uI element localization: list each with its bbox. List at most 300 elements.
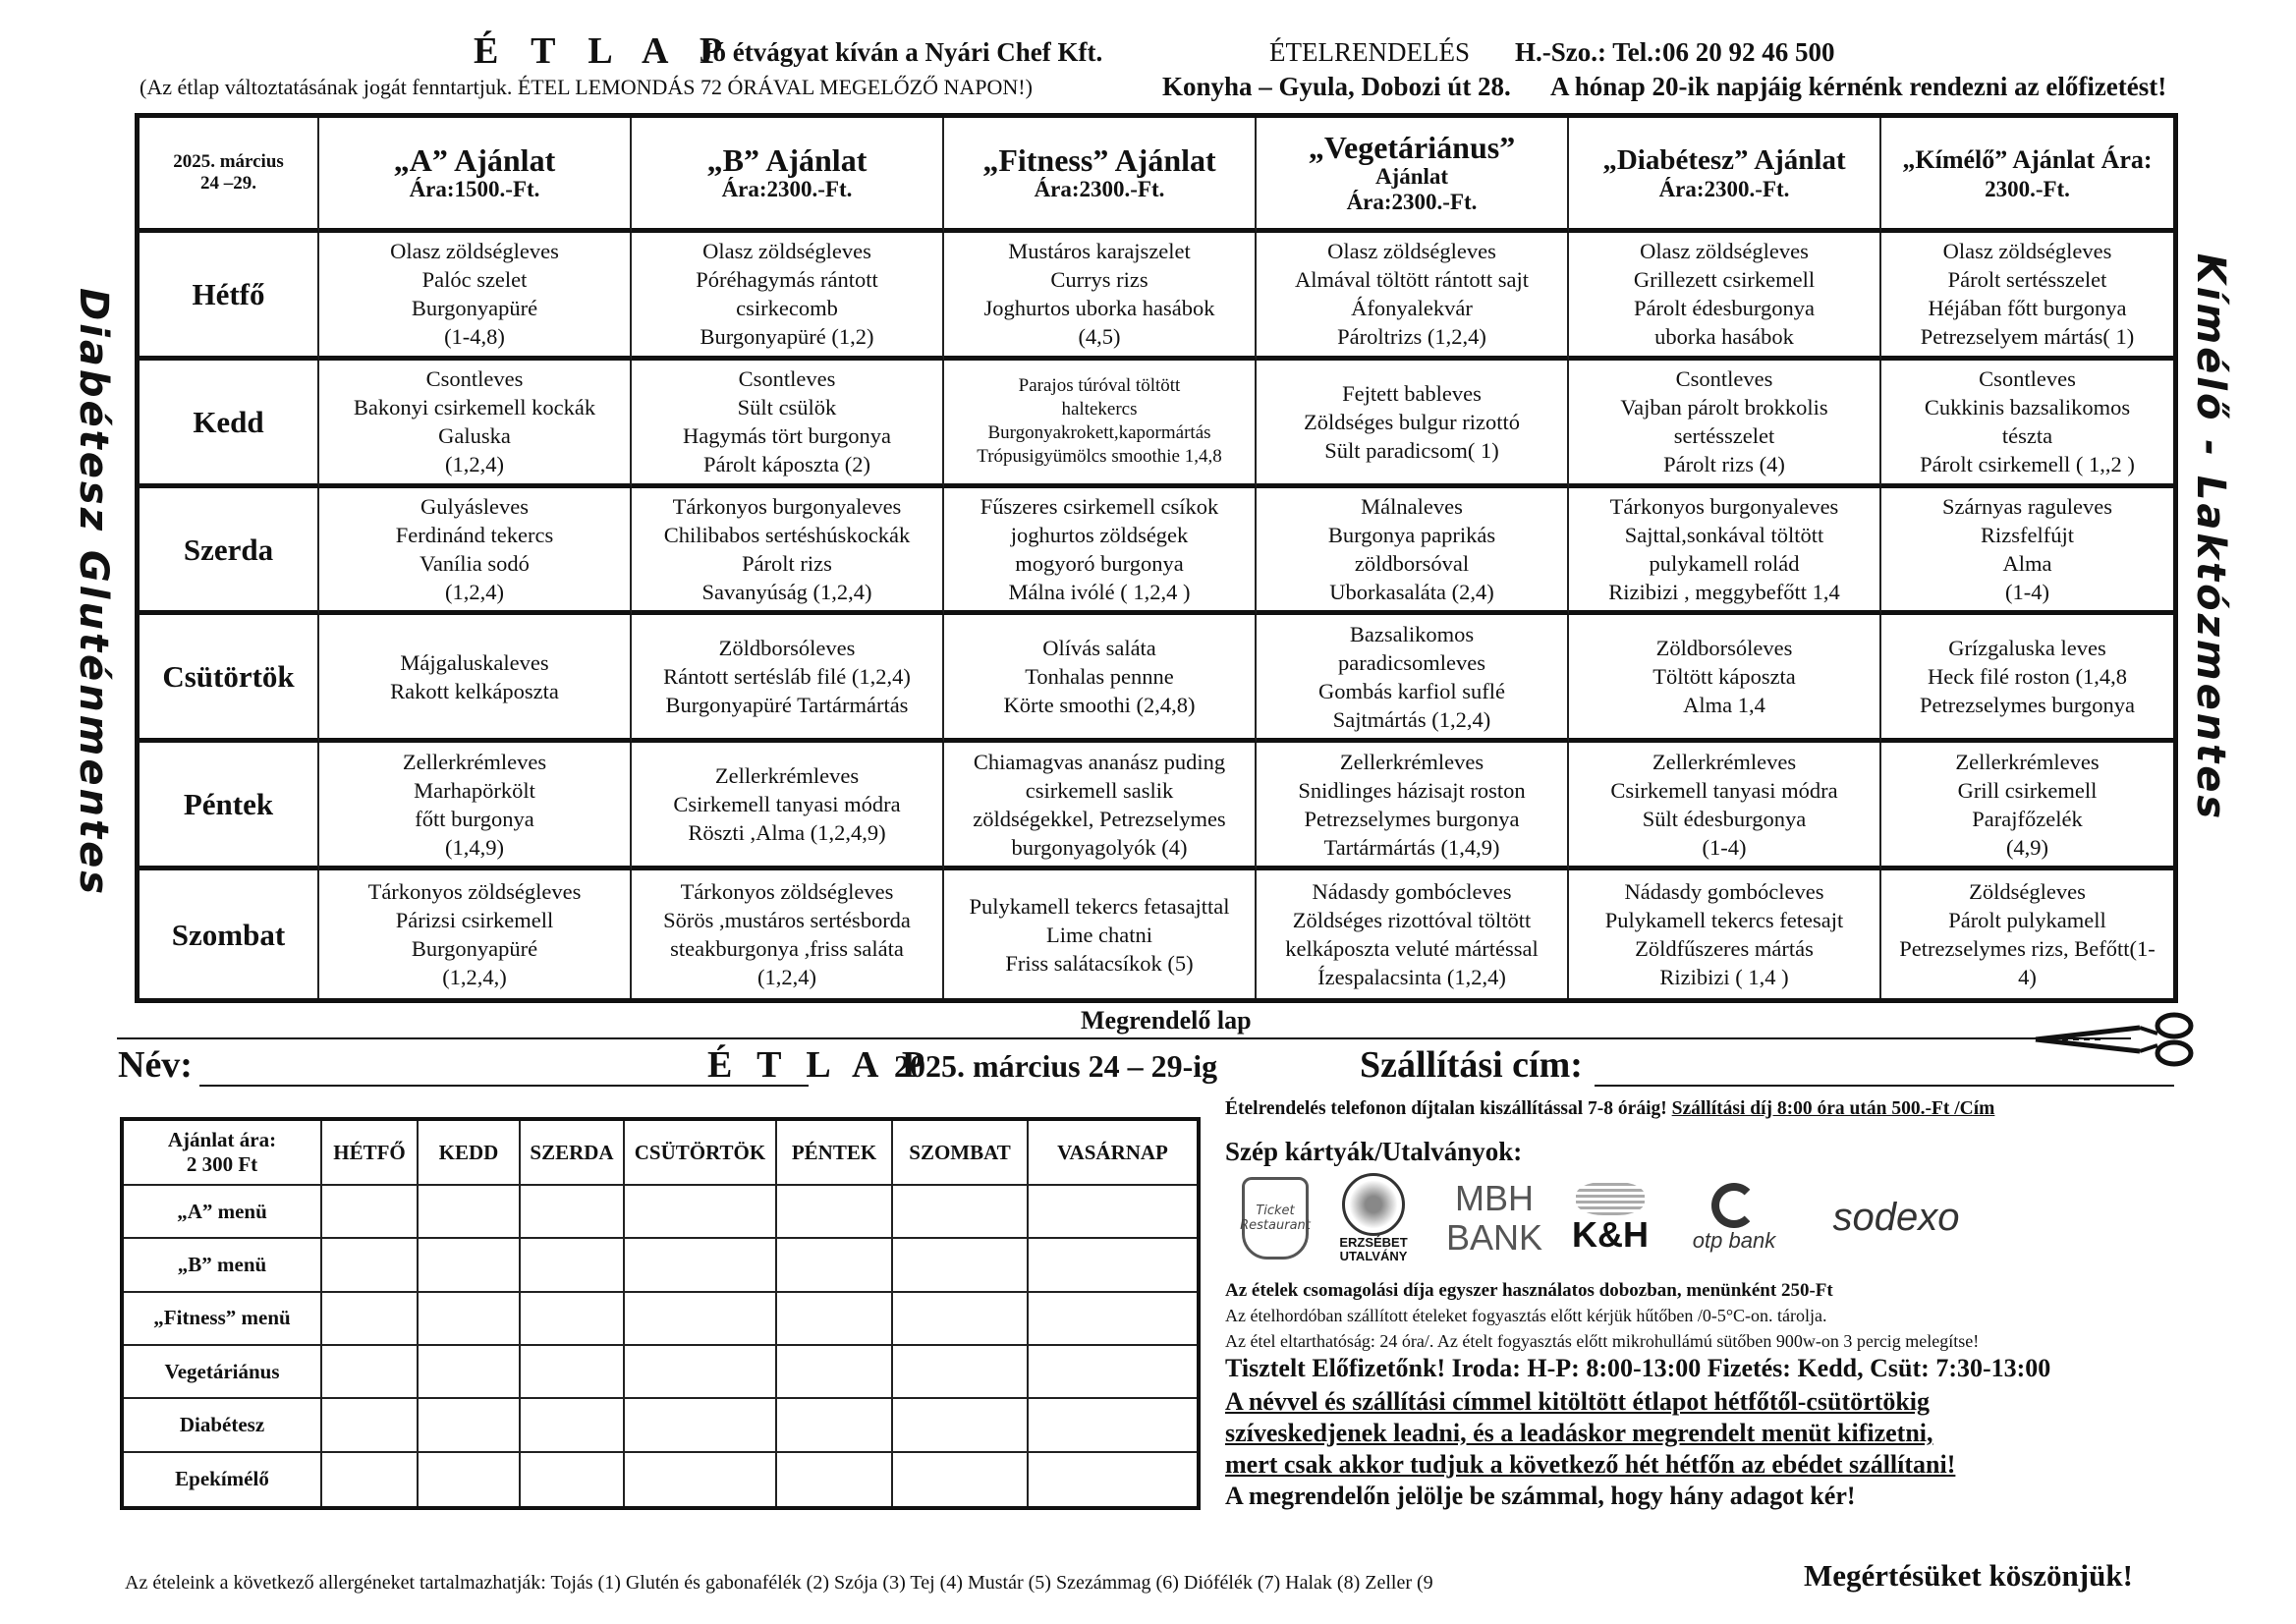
menu-item-line: haltekercs — [1061, 399, 1138, 420]
menu-cell — [1257, 743, 1569, 870]
order-quantity-cell[interactable] — [419, 1186, 521, 1239]
menu-cell — [1569, 233, 1881, 361]
menu-item-line: Szárnyas raguleves — [1941, 494, 2113, 520]
order-quantity-cell[interactable] — [1029, 1399, 1197, 1452]
order-quantity-cell[interactable] — [777, 1399, 893, 1452]
menu-item-line: Nádasdy gombócleves — [1312, 879, 1512, 905]
menu-item-line: Olasz zöldségleves — [1942, 239, 2112, 264]
menu-item-line: Héjában főtt burgonya — [1928, 296, 2127, 321]
order-quantity-cell[interactable] — [419, 1293, 521, 1346]
menu-cell — [1257, 488, 1569, 616]
order-day-header: CSÜTÖRTÖK — [625, 1121, 777, 1186]
menu-cell — [1257, 870, 1569, 998]
order-title: É T L A P — [707, 1044, 933, 1086]
menu-item-line: (1,2,4) — [757, 965, 816, 990]
order-quantity-cell[interactable] — [322, 1399, 419, 1452]
menu-item-line: (1-4) — [1702, 834, 1747, 860]
menu-cell — [319, 233, 632, 361]
menu-item-line: Zöldségleves — [1969, 879, 2086, 905]
menu-item-line: Málnaleves — [1361, 494, 1463, 520]
menu-cell — [944, 615, 1257, 743]
company-wish: Jó étvágyat kíván a Nyári Chef Kft. — [700, 37, 1103, 67]
sodexo-logo — [1808, 1171, 1985, 1264]
menu-item-line: Zöldfűszeres mártás — [1635, 936, 1814, 962]
order-quantity-cell[interactable] — [1029, 1293, 1197, 1346]
menu-item-line: Párizsi csirkemell — [395, 908, 554, 933]
menu-item-line: uborka hasábok — [1654, 324, 1794, 350]
menu-cell — [319, 870, 632, 998]
mbh-bank-text: MBH BANK — [1445, 1177, 1543, 1258]
menu-item-line: Alma 1,4 — [1683, 693, 1765, 718]
order-quantity-cell[interactable] — [521, 1186, 625, 1239]
plan-header-2 — [632, 118, 944, 233]
menu-item-line: Csirkemell tanyasi módra — [1610, 777, 1838, 803]
order-quantity-cell[interactable] — [777, 1346, 893, 1399]
menu-item-line: csirkecomb — [736, 296, 838, 321]
menu-item-line: Gombás karfiol suflé — [1318, 678, 1505, 703]
order-label: ÉTELRENDELÉS — [1269, 37, 1470, 67]
order-quantity-cell[interactable] — [893, 1293, 1029, 1346]
menu-item-line: Májgaluskaleves — [400, 649, 549, 675]
menu-cell — [1881, 615, 2173, 743]
menu-item-line: steakburgonya ,friss saláta — [670, 936, 904, 962]
menu-item-line: Zellerkrémleves — [1955, 749, 2100, 774]
otp-emblem-icon — [1711, 1183, 1757, 1228]
address-field[interactable] — [1595, 1085, 2174, 1087]
menu-item-line: Snidlinges házisajt roston — [1298, 777, 1526, 803]
order-quantity-cell[interactable] — [1029, 1346, 1197, 1399]
menu-item-line: Csontleves — [425, 366, 524, 392]
plan-price: 2300.-Ft. — [1985, 177, 2070, 201]
menu-cell — [1881, 870, 2173, 998]
order-day-header: KEDD — [419, 1121, 521, 1186]
plan-price: Ára:2300.-Ft. — [1346, 190, 1478, 214]
payment-deadline: A hónap 20-ik napjáig kérnénk rendezni az előfizetést! — [1550, 72, 2167, 101]
menu-item-line: Vanília sodó — [420, 551, 530, 577]
order-menu-label: Diabétesz — [124, 1399, 322, 1452]
otp-logo — [1680, 1171, 1788, 1264]
menu-cell — [319, 615, 632, 743]
order-quantity-cell[interactable] — [521, 1239, 625, 1292]
header-row-2 — [0, 72, 2296, 110]
menu-item-line: Párolt csirkemell ( 1,,2 ) — [1920, 452, 2135, 477]
order-menu-label: Vegetáriánus — [124, 1346, 322, 1399]
menu-cell — [1257, 361, 1569, 488]
menu-item-line: Párolt sertésszelet — [1947, 267, 2107, 293]
menu-item-line: Zöldséges bulgur rizottó — [1304, 409, 1520, 434]
order-quantity-cell[interactable] — [777, 1239, 893, 1292]
order-quantity-cell[interactable] — [419, 1346, 521, 1399]
order-menu-label: „Fitness” menü — [124, 1293, 322, 1346]
notice-line-4: A megrendelőn jelölje be számmal, hogy hány adagot kér! — [1225, 1482, 1856, 1510]
menu-item-line: Pulykamell tekercs fetesajt — [1604, 908, 1844, 933]
menu-item-line: Csontleves — [1979, 366, 2076, 392]
menu-cell — [944, 488, 1257, 616]
plan-name: „B” Ajánlat — [706, 142, 868, 178]
order-quantity-cell[interactable] — [322, 1346, 419, 1399]
menu-item-line: Bakonyi csirkemell kockák — [353, 395, 596, 420]
menu-cell — [632, 488, 944, 616]
menu-item-line: zöldborsóval — [1354, 551, 1470, 577]
erzsebet-emblem-icon — [1342, 1173, 1405, 1236]
menu-item-line: Csirkemell tanyasi módra — [673, 792, 901, 817]
menu-item-line: Parajos túróval töltött — [1018, 375, 1181, 397]
menu-item-line: Uborkasaláta (2,4) — [1329, 580, 1494, 605]
menu-item-line: Zellerkrémleves — [1339, 749, 1484, 774]
order-quantity-cell[interactable] — [893, 1399, 1029, 1452]
menu-item-line: Burgonyapüré — [411, 296, 538, 321]
menu-cell — [1881, 233, 2173, 361]
menu-item-line: Chiamagvas ananász puding — [973, 749, 1226, 774]
order-quantity-cell[interactable] — [322, 1239, 419, 1292]
menu-item-line: joghurtos zöldségek — [1010, 523, 1189, 548]
phone-number: H.-Szo.: Tel.:06 20 92 46 500 — [1515, 37, 1835, 67]
menu-cell — [944, 870, 1257, 998]
menu-item-line: Friss salátacsíkok (5) — [1005, 950, 1194, 976]
plan-header-6 — [1881, 118, 2173, 233]
order-quantity-cell[interactable] — [1029, 1453, 1197, 1506]
menu-item-line: Parajfőzelék — [1972, 806, 2083, 831]
menu-item-line: Tonhalas pennne — [1025, 664, 1174, 690]
menu-cell — [1257, 233, 1569, 361]
plan-header-5 — [1569, 118, 1881, 233]
order-quantity-cell[interactable] — [419, 1453, 521, 1506]
plan-name: „Kímélő” Ajánlat Ára: — [1902, 145, 2153, 174]
menu-cell — [944, 361, 1257, 488]
menu-item-line: Rizibizi ( 1,4 ) — [1659, 965, 1789, 990]
menu-item-line: (1-4) — [2005, 580, 2049, 605]
menu-cell — [1881, 488, 2173, 616]
menu-item-line: (4,5) — [1078, 324, 1121, 350]
allergen-list: Az ételeink a következő allergéneket tartalmazhatják: Tojás (1) Glutén és gabonafélék (2) Szója (3) Tej (4) Mustár (5) Szezámmag (6) Diófélék (7) Halak (8) Zeller (9 — [125, 1572, 1433, 1594]
menu-cell — [1569, 743, 1881, 870]
menu-date-cell — [140, 118, 319, 233]
menu-item-line: Sajtmártás (1,2,4) — [1332, 706, 1491, 732]
menu-item-line: Sült csülök — [737, 395, 837, 420]
plan-header-1 — [319, 118, 632, 233]
weekly-menu-table — [135, 113, 2178, 1003]
menu-item-line: Petrezselymes burgonya — [1304, 806, 1520, 831]
plan-price: Ára:2300.-Ft. — [1034, 177, 1165, 201]
page-title: É T L A P — [474, 30, 735, 72]
delivery-text: Ételrendelés telefonon díjtalan kiszállítással 7-8 óráig! — [1225, 1098, 1667, 1119]
menu-item-line: Párolt rizs (4) — [1663, 452, 1785, 477]
order-quantity-cell[interactable] — [893, 1453, 1029, 1506]
menu-item-line: Palóc szelet — [421, 267, 528, 293]
menu-cell — [944, 233, 1257, 361]
menu-item-line: Vajban párolt brokkolis — [1620, 395, 1828, 420]
menu-item-line: Galuska — [438, 423, 511, 449]
plan-price: Ára:2300.-Ft. — [1658, 177, 1790, 201]
voucher-logos — [1228, 1171, 1985, 1269]
order-quantity-cell[interactable] — [1029, 1239, 1197, 1292]
menu-item-line: Tárkonyos burgonyaleves — [672, 494, 902, 520]
menu-item-line: (1,2,4,) — [442, 965, 507, 990]
kh-emblem-icon — [1576, 1182, 1645, 1215]
menu-item-line: Zöldborsóleves — [718, 636, 856, 661]
menu-item-line: Joghurtos uborka hasábok — [983, 296, 1215, 321]
menu-cell — [319, 361, 632, 488]
menu-item-line: mogyoró burgonya — [1015, 551, 1184, 577]
order-quantity-cell[interactable] — [521, 1346, 625, 1399]
menu-cell — [319, 743, 632, 870]
order-day-header: VASÁRNAP — [1029, 1121, 1197, 1186]
side-label-left: Diabétesz Gluténmentes — [71, 287, 116, 898]
order-quantity-cell[interactable] — [419, 1239, 521, 1292]
menu-item-line: főtt burgonya — [415, 806, 534, 831]
menu-item-line: Pulykamell tekercs fetasajttal — [969, 893, 1230, 919]
menu-item-line: Zöldséges rizottóval töltött — [1292, 908, 1532, 933]
menu-item-line: Heck filé roston (1,4,8 — [1927, 664, 2128, 690]
menu-item-line: Trópusigyümölcs smoothie 1,4,8 — [977, 446, 1222, 468]
menu-cell — [632, 870, 944, 998]
ticket-logo — [1240, 1171, 1311, 1264]
menu-item-line: Olasz zöldségleves — [1640, 239, 1809, 264]
menu-item-line: zöldségekkel, Petrezselymes — [973, 806, 1226, 831]
menu-item-line: Fejtett bableves — [1342, 380, 1482, 406]
menu-item-line: Almával töltött rántott sajt — [1294, 267, 1530, 293]
notice-line-1: A névvel és szállítási címmel kitöltött étlapot hétfőtől-csütörtökig — [1225, 1387, 1931, 1416]
kitchen-address: Konyha – Gyula, Dobozi út 28. — [1162, 72, 1511, 101]
plan-name: „Fitness” Ajánlat — [982, 142, 1216, 178]
menu-cell — [632, 361, 944, 488]
day-label-3: Csütörtök — [140, 615, 319, 743]
menu-item-line: Ferdinánd tekercs — [395, 523, 554, 548]
menu-item-line: (1,4,9) — [445, 834, 504, 860]
menu-item-line: burgonyagolyók (4) — [1011, 834, 1188, 860]
menu-cell — [1257, 615, 1569, 743]
shelf-life-note: Az étel eltarthatóság: 24 óra/. Az ételt fogyasztás előtt mikrohullámú sütőben 900w-on 3 percig melegítse! — [1225, 1331, 1980, 1351]
thanks-note: Megértésüket köszönjük! — [1804, 1558, 2133, 1593]
order-quantity-cell[interactable] — [322, 1186, 419, 1239]
order-menu-label: „B” menü — [124, 1239, 322, 1292]
menu-item-line: Petrezselymes rizs, Befőtt(1- — [1899, 936, 2156, 962]
menu-item-line: Petrezselymes burgonya — [1920, 693, 2135, 718]
menu-item-line: Sült paradicsom( 1) — [1324, 437, 1499, 463]
menu-item-line: Pároltrizs (1,2,4) — [1337, 324, 1486, 350]
order-quantity-cell[interactable] — [521, 1453, 625, 1506]
day-label-1: Kedd — [140, 361, 319, 488]
day-label-0: Hétfő — [140, 233, 319, 361]
menu-item-line: tészta — [2001, 423, 2053, 449]
menu-item-line: Párolt édesburgonya — [1634, 296, 1815, 321]
plan-price: Ára:1500.-Ft. — [409, 177, 540, 201]
plan-name: „A” Ajánlat — [393, 142, 556, 178]
order-table — [120, 1117, 1201, 1510]
menu-item-line: Grízgaluska leves — [1948, 636, 2106, 661]
address-label: Szállítási cím: — [1360, 1044, 1583, 1086]
delivery-fee: Szállítási díj 8:00 óra után 500.-Ft /Cím — [1671, 1098, 1995, 1119]
order-quantity-cell[interactable] — [893, 1346, 1029, 1399]
order-day-header: PÉNTEK — [777, 1121, 893, 1186]
menu-item-line: Körte smoothi (2,4,8) — [1003, 693, 1196, 718]
order-day-header: SZOMBAT — [893, 1121, 1029, 1186]
menu-item-line: Rizibizi , meggybefőtt 1,4 — [1608, 580, 1840, 605]
menu-cell — [1569, 488, 1881, 616]
erzsebet-text: ERZSÉBET UTALVÁNY — [1339, 1234, 1408, 1263]
ticket-restaurant-text: Ticket Restaurant — [1242, 1177, 1309, 1260]
menu-item-line: Cukkinis bazsalikomos — [1924, 395, 2131, 420]
plan-header-3 — [944, 118, 1257, 233]
menu-item-line: Rakott kelkáposzta — [390, 678, 559, 703]
menu-item-line: Burgonya paprikás — [1327, 523, 1496, 548]
menu-item-line: Petrezselyem mártás( 1) — [1920, 324, 2135, 350]
menu-item-line: Bazsalikomos — [1349, 621, 1475, 646]
side-label-right: Kímélő - Laktózmentes — [2188, 252, 2233, 822]
menu-item-line: Sajttal,sonkával töltött — [1624, 523, 1824, 548]
menu-item-line: Zellerkrémleves — [1652, 749, 1797, 774]
order-date: 2025. március 24 – 29-ig — [894, 1048, 1218, 1084]
menu-item-line: Párolt rizs — [742, 551, 832, 577]
menu-item-line: Párolt káposzta (2) — [703, 452, 870, 477]
day-label-2: Szerda — [140, 488, 319, 616]
order-quantity-cell[interactable] — [625, 1453, 777, 1506]
storage-note: Az ételhordóban szállított ételeket fogyasztás előtt kérjük hűtőben /0-5°C-on. tárolja. — [1225, 1306, 1827, 1325]
menu-item-line: Chilibabos sertéshúskockák — [663, 523, 911, 548]
order-quantity-cell[interactable] — [625, 1239, 777, 1292]
mbh-logo — [1436, 1171, 1552, 1264]
plan-header-4 — [1257, 118, 1569, 233]
menu-item-line: Grill csirkemell — [1957, 777, 2098, 803]
menu-item-line: paradicsomleves — [1338, 649, 1485, 675]
order-day-header: HÉTFŐ — [322, 1121, 419, 1186]
menu-item-line: Tárkonyos zöldségleves — [367, 879, 582, 905]
cards-title: Szép kártyák/Utalványok: — [1225, 1137, 1523, 1166]
order-quantity-cell[interactable] — [1029, 1186, 1197, 1239]
order-quantity-cell[interactable] — [777, 1453, 893, 1506]
menu-item-line: sertésszelet — [1673, 423, 1775, 449]
menu-item-line: Olasz zöldségleves — [390, 239, 559, 264]
kh-text: K&H — [1572, 1213, 1649, 1255]
order-quantity-cell[interactable] — [625, 1346, 777, 1399]
menu-item-line: Hagymás tört burgonya — [682, 423, 892, 449]
menu-item-line: Marhapörkölt — [414, 777, 535, 803]
menu-item-line: Tartármártás (1,4,9) — [1323, 834, 1500, 860]
menu-item-line: (1,2,4) — [445, 452, 504, 477]
day-label-5: Szombat — [140, 870, 319, 998]
order-price-header — [124, 1121, 322, 1186]
menu-item-line: Póréhagymás rántott — [696, 267, 878, 293]
menu-item-line: Fűszeres csirkemell csíkok — [980, 494, 1219, 520]
menu-cell — [1881, 743, 2173, 870]
menu-date-line: 24 –29. — [200, 173, 256, 194]
order-quantity-cell[interactable] — [322, 1293, 419, 1346]
menu-item-line: Párolt pulykamell — [1948, 908, 2106, 933]
order-quantity-cell[interactable] — [521, 1399, 625, 1452]
menu-cell — [1569, 361, 1881, 488]
menu-cell — [1569, 615, 1881, 743]
menu-cell — [632, 615, 944, 743]
menu-item-line: (1,2,4) — [445, 580, 504, 605]
menu-item-line: Alma — [2002, 551, 2052, 577]
packaging-fee: Az ételek csomagolási díja egyszer használatos dobozban, menünként 250-Ft — [1225, 1280, 1833, 1301]
order-menu-label: Epekímélő — [124, 1453, 322, 1506]
menu-item-line: kelkáposzta veluté mártéssal — [1285, 936, 1539, 962]
order-quantity-cell[interactable] — [893, 1239, 1029, 1292]
kh-logo — [1552, 1171, 1668, 1264]
menu-item-line: csirkemell saslik — [1025, 777, 1174, 803]
menu-cell — [632, 743, 944, 870]
menu-item-line: Csontleves — [1675, 366, 1773, 392]
menu-item-line: Málna ivólé ( 1,2,4 ) — [1008, 580, 1191, 605]
menu-item-line: Zellerkrémleves — [402, 749, 547, 774]
cut-line — [117, 1037, 2131, 1039]
notice-line-3: mert csak akkor tudjuk a következő hét hétfőn az ebédet szállítani! — [1225, 1450, 1956, 1479]
order-name-row — [118, 1043, 2181, 1089]
order-quantity-cell[interactable] — [625, 1399, 777, 1452]
order-quantity-cell[interactable] — [777, 1293, 893, 1346]
menu-cell — [1569, 870, 1881, 998]
order-quantity-cell[interactable] — [419, 1399, 521, 1452]
order-menu-label: „A” menü — [124, 1186, 322, 1239]
menu-cell — [632, 233, 944, 361]
order-quantity-cell[interactable] — [322, 1453, 419, 1506]
menu-item-line: Röszti ,Alma (1,2,4,9) — [688, 820, 886, 846]
menu-item-line: Gulyásleves — [420, 494, 529, 520]
menu-item-line: pulykamell rolád — [1649, 551, 1800, 577]
menu-item-line: Zellerkrémleves — [714, 763, 860, 789]
erzsebet-logo — [1324, 1171, 1423, 1264]
menu-item-line: Csontleves — [738, 366, 836, 392]
order-sheet-label: Megrendelő lap — [1081, 1006, 1252, 1035]
menu-item-line: Olasz zöldségleves — [1327, 239, 1496, 264]
order-quantity-cell[interactable] — [625, 1186, 777, 1239]
order-quantity-cell[interactable] — [893, 1186, 1029, 1239]
menu-item-line: Sült édesburgonya — [1642, 806, 1807, 831]
name-label: Név: — [118, 1044, 193, 1086]
menu-item-line: Burgonyakrokett,kapormártás — [987, 422, 1211, 444]
menu-item-line: Tárkonyos zöldségleves — [680, 879, 894, 905]
menu-item-line: Grillezett csirkemell — [1633, 267, 1816, 293]
day-label-4: Péntek — [140, 743, 319, 870]
delivery-info — [1225, 1098, 1994, 1120]
menu-item-line: Nádasdy gombócleves — [1624, 879, 1824, 905]
menu-cell — [319, 488, 632, 616]
order-price-line: 2 300 Ft — [186, 1152, 258, 1176]
plan-name: „Diabétesz” Ajánlat — [1602, 144, 1846, 176]
header-row-1 — [0, 29, 2296, 73]
menu-item-line: (1-4,8) — [444, 324, 505, 350]
menu-item-line: Burgonyapüré — [411, 936, 538, 962]
menu-cell — [1881, 361, 2173, 488]
menu-item-line: Zöldborsóleves — [1655, 636, 1793, 661]
menu-item-line: Olasz zöldségleves — [702, 239, 871, 264]
order-price-line: Ajánlat ára: — [167, 1128, 277, 1151]
office-hours: Tisztelt Előfizetőnk! Iroda: H-P: 8:00-13:00 Fizetés: Kedd, Csüt: 7:30-13:00 — [1225, 1354, 2051, 1382]
otp-text: otp bank — [1692, 1227, 1776, 1253]
menu-cell — [944, 743, 1257, 870]
notice-line-2: szíveskedjenek leadni, és a leadáskor megrendelt menüt kifizetni, — [1225, 1419, 1933, 1447]
menu-item-line: Rizsfelfújt — [1981, 523, 2074, 548]
menu-item-line: Savanyúság (1,2,4) — [701, 580, 872, 605]
menu-item-line: Ízespalacsinta (1,2,4) — [1317, 965, 1506, 990]
menu-item-line: Tárkonyos burgonyaleves — [1609, 494, 1839, 520]
menu-item-line: Burgonyapüré (1,2) — [700, 324, 874, 350]
plan-price: Ára:2300.-Ft. — [721, 177, 853, 201]
plan-name: „Vegetáriánus” — [1308, 130, 1516, 165]
order-quantity-cell[interactable] — [777, 1186, 893, 1239]
plan-sub: Ajánlat — [1374, 164, 1449, 189]
menu-item-line: Mustáros karajszelet — [1008, 239, 1191, 264]
sodexo-text: sodexo — [1832, 1196, 1960, 1239]
menu-item-line: Rántott sertésláb filé (1,2,4) — [663, 664, 911, 690]
menu-item-line: Olívás saláta — [1042, 636, 1156, 661]
order-quantity-cell[interactable] — [521, 1293, 625, 1346]
order-quantity-cell[interactable] — [625, 1293, 777, 1346]
menu-item-line: Áfonyalekvár — [1351, 296, 1473, 321]
menu-item-line: (4,9) — [2005, 834, 2049, 860]
menu-item-line: Currys rizs — [1050, 267, 1148, 293]
